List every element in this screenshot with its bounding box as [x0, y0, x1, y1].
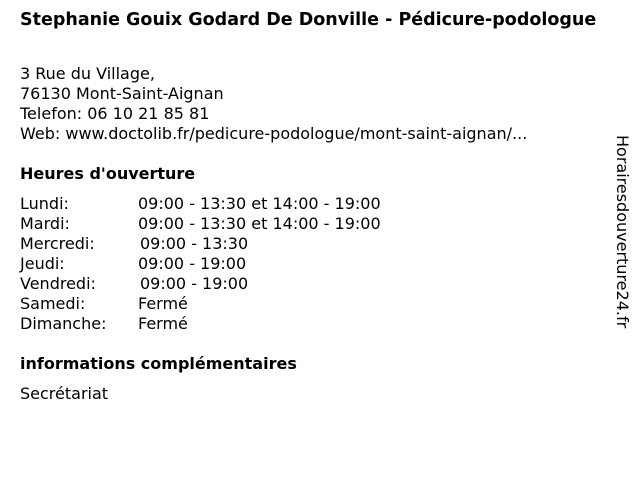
day-label: Lundi: [20, 194, 69, 213]
page-title: Stephanie Gouix Godard De Donville - Pédicure-podologue [20, 10, 597, 30]
day-label: Dimanche: [20, 314, 107, 333]
contact-block [20, 64, 527, 144]
day-label: Mardi: [20, 214, 70, 233]
time-value: 09:00 - 13:30 et 14:00 - 19:00 [138, 194, 381, 213]
watermark-text: Horairesdouverture24.fr [613, 135, 632, 329]
time-value: 09:00 - 13:30 [140, 234, 249, 253]
city-address: 76130 Mont-Saint-Aignan [20, 84, 224, 103]
watermark [611, 135, 633, 370]
opening-hours-heading: Heures d'ouverture [20, 164, 196, 183]
website-link[interactable]: Web: www.doctolib.fr/pedicure-podologue/mont-saint-aignan/... [20, 124, 528, 143]
time-value: 09:00 - 13:30 et 14:00 - 19:00 [138, 214, 381, 233]
time-value: Fermé [138, 294, 188, 313]
day-label: Jeudi: [20, 254, 65, 273]
additional-info-heading: informations complémentaires [20, 354, 297, 373]
additional-info-text: Secrétariat [20, 384, 109, 403]
time-value: 09:00 - 19:00 [138, 254, 247, 273]
day-label: Vendredi: [20, 274, 96, 293]
time-value: 09:00 - 19:00 [140, 274, 249, 293]
time-value: Fermé [138, 314, 188, 333]
street-address: 3 Rue du Village, [20, 64, 155, 83]
day-label: Mercredi: [20, 234, 95, 253]
phone-number: Telefon: 06 10 21 85 81 [20, 104, 210, 123]
day-label: Samedi: [20, 294, 86, 313]
